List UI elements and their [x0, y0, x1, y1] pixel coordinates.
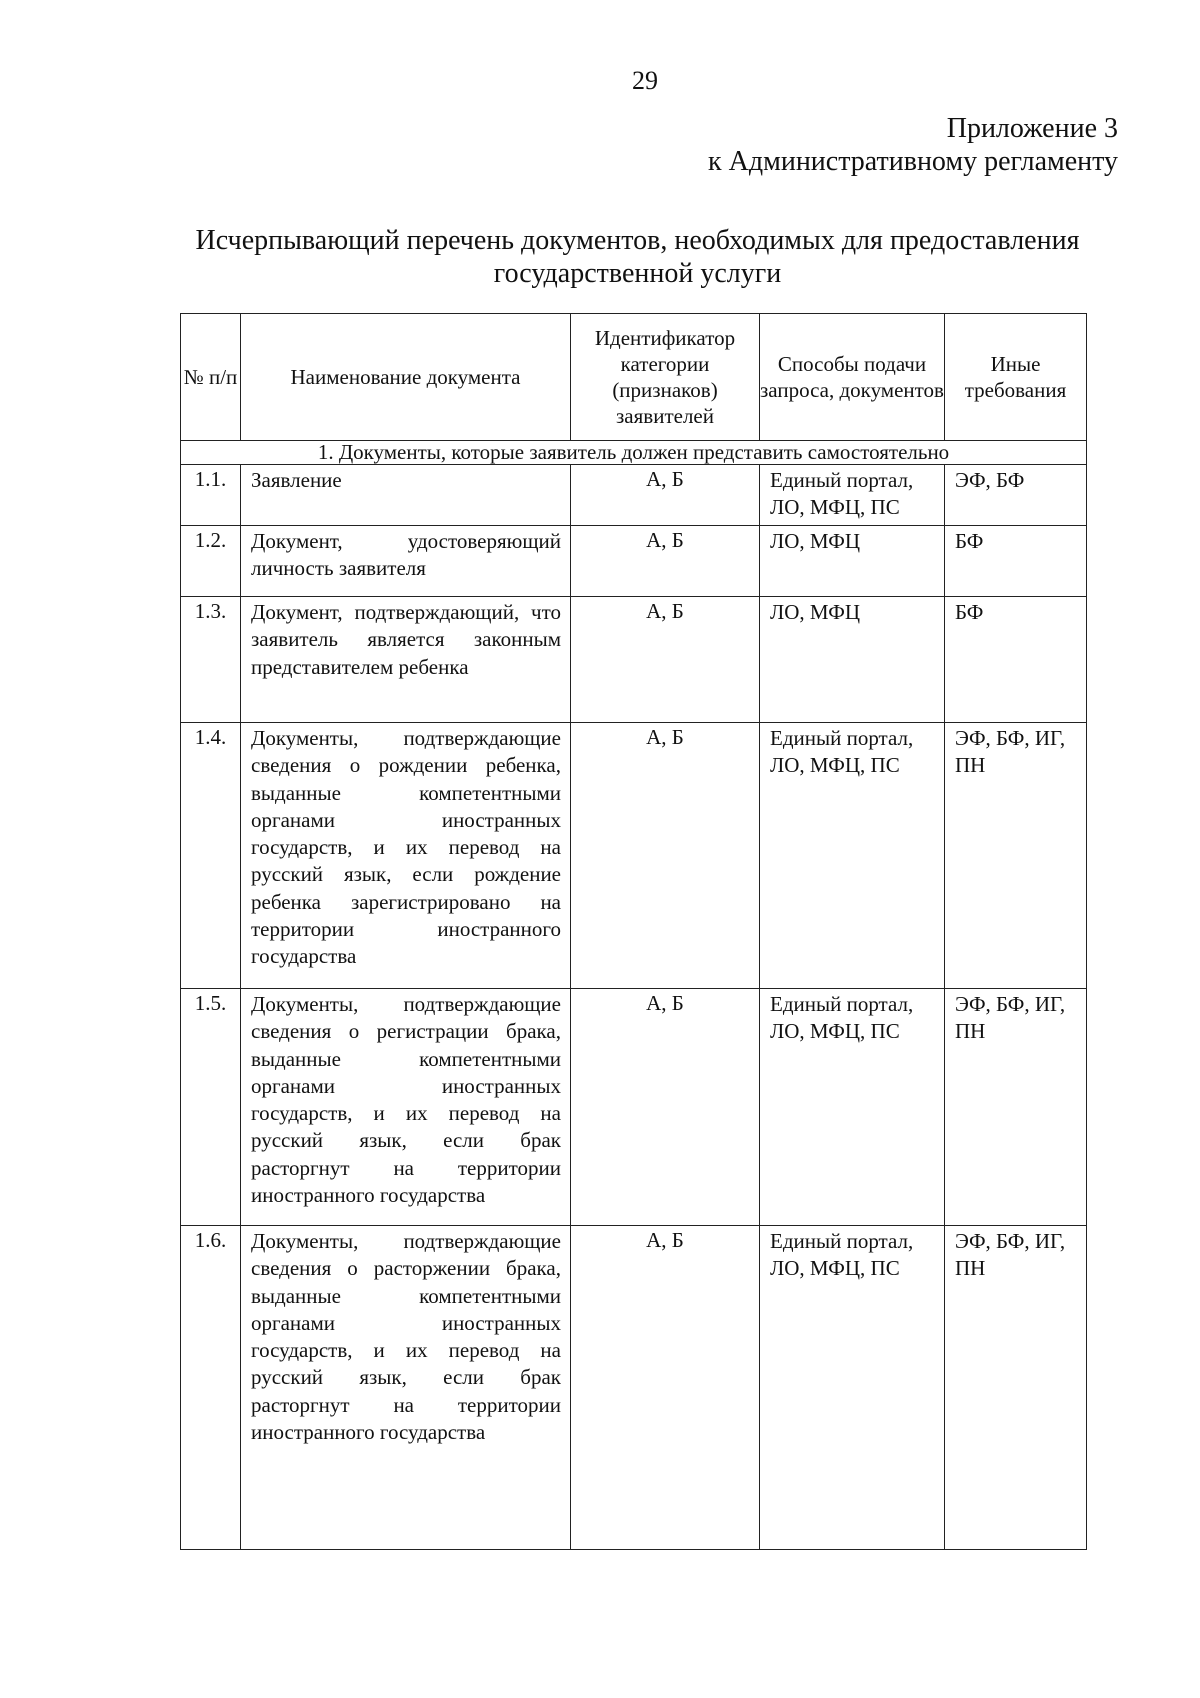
applicant-category: А, Б — [571, 526, 760, 597]
other-requirements: ЭФ, БФ — [945, 465, 1087, 526]
applicant-category: А, Б — [571, 1226, 760, 1550]
submission-methods: Единый портал, ЛО, МФЦ, ПС — [760, 465, 945, 526]
table-row — [181, 465, 1087, 526]
header-applicant-category: Идентификатор категории (признаков) заявителей — [571, 314, 760, 441]
table-row — [181, 1226, 1087, 1550]
document-name: Заявление — [241, 465, 571, 526]
other-requirements: ЭФ, БФ, ИГ, ПН — [945, 1226, 1087, 1550]
document-name: Документы, подтверждающие сведения о регистрации брака, выданные компетентными органами иностранных государств, и их перевод на русский язык, если брак расторгнут на территории иностранного государства — [241, 989, 571, 1226]
submission-methods: Единый портал, ЛО, МФЦ, ПС — [760, 989, 945, 1226]
table-row — [181, 989, 1087, 1226]
header-num: № п/п — [181, 314, 241, 441]
submission-methods: Единый портал, ЛО, МФЦ, ПС — [760, 1226, 945, 1550]
document-title — [170, 224, 1105, 290]
row-number: 1.3. — [181, 597, 241, 723]
appendix-line-1: Приложение 3 — [946, 113, 1118, 144]
table-header-row — [181, 314, 1087, 441]
applicant-category: А, Б — [571, 989, 760, 1226]
submission-methods: Единый портал, ЛО, МФЦ, ПС — [760, 723, 945, 989]
other-requirements: БФ — [945, 597, 1087, 723]
documents-table-wrapper — [180, 313, 1086, 1550]
section-heading: 1. Документы, которые заявитель должен представить самостоятельно — [181, 441, 1087, 465]
document-name: Документ, удостоверяющий личность заявителя — [241, 526, 571, 597]
row-number: 1.1. — [181, 465, 241, 526]
appendix-line-2: к Административному регламенту — [708, 146, 1118, 177]
applicant-category: А, Б — [571, 723, 760, 989]
document-name: Документ, подтверждающий, что заявитель является законным представителем ребенка — [241, 597, 571, 723]
other-requirements: БФ — [945, 526, 1087, 597]
other-requirements: ЭФ, БФ, ИГ, ПН — [945, 723, 1087, 989]
document-title-line-1: Исчерпывающий перечень документов, необходимых для предоставления — [195, 225, 1080, 256]
section-heading-row — [181, 441, 1087, 465]
row-number: 1.6. — [181, 1226, 241, 1550]
submission-methods: ЛО, МФЦ — [760, 526, 945, 597]
submission-methods: ЛО, МФЦ — [760, 597, 945, 723]
other-requirements: ЭФ, БФ, ИГ, ПН — [945, 989, 1087, 1226]
header-other-requirements: Иные требования — [945, 314, 1087, 441]
table-row — [181, 526, 1087, 597]
page-number: 29 — [632, 66, 658, 95]
applicant-category: А, Б — [571, 465, 760, 526]
document-title-line-2: государственной услуги — [493, 258, 782, 289]
document-name: Документы, подтверждающие сведения о расторжении брака, выданные компетентными органами иностранных государств, и их перевод на русский язык, если брак расторгнут на территории иностранного государства — [241, 1226, 571, 1550]
header-submission-methods: Способы подачи запроса, документов — [760, 314, 945, 441]
row-number: 1.2. — [181, 526, 241, 597]
header-document-name: Наименование документа — [241, 314, 571, 441]
document-name: Документы, подтверждающие сведения о рождении ребенка, выданные компетентными органами иностранных государств, и их перевод на русский язык, если рождение ребенка зарегистрировано на территории иностранного государства — [241, 723, 571, 989]
applicant-category: А, Б — [571, 597, 760, 723]
documents-table — [180, 313, 1087, 1550]
table-row — [181, 723, 1087, 989]
table-row — [181, 597, 1087, 723]
appendix-reference — [708, 112, 1118, 178]
row-number: 1.5. — [181, 989, 241, 1226]
row-number: 1.4. — [181, 723, 241, 989]
